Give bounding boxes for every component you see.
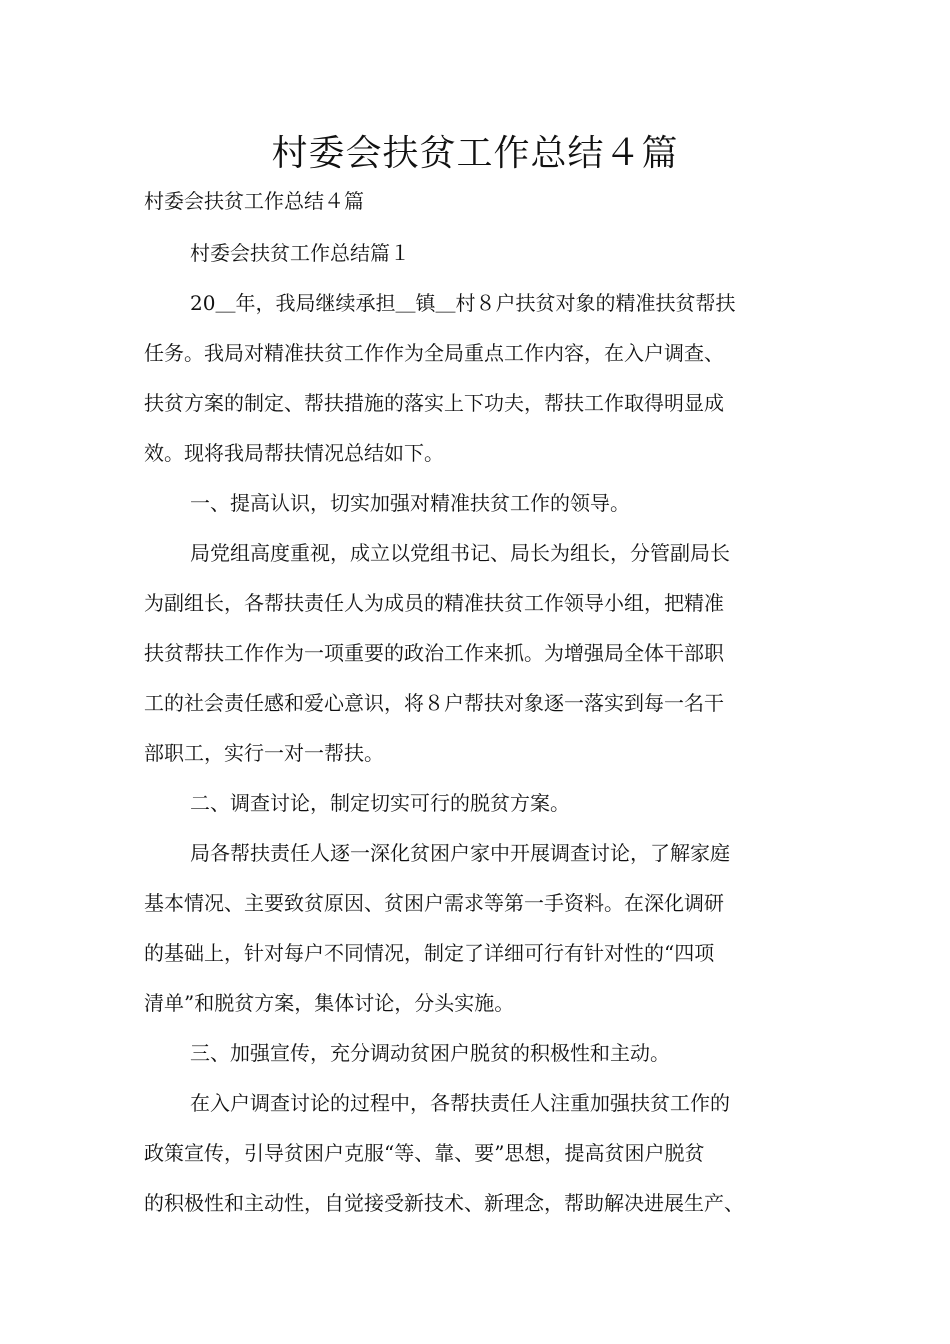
- paragraph-line: 工的社会责任感和爱心意识，将８户帮扶对象逐一落实到每一名干: [144, 691, 724, 715]
- paragraph-line: 的基础上，针对每户不同情况，制定了详细可行有针对性的“四项: [144, 941, 715, 965]
- document-body: [144, 228, 812, 1228]
- document-subtitle: 村委会扶贫工作总结４篇: [144, 189, 364, 213]
- paragraph-line: 局党组高度重视，成立以党组书记、局长为组长，分管副局长: [190, 541, 730, 565]
- paragraph-line: 为副组长，各帮扶责任人为成员的精准扶贫工作领导小组，把精准: [144, 591, 724, 615]
- paragraph-line: 扶贫方案的制定、帮扶措施的落实上下功夫，帮扶工作取得明显成: [144, 391, 724, 415]
- paragraph-line: 部职工，实行一对一帮扶。: [144, 741, 384, 765]
- section-heading: 三、加强宣传，充分调动贫困户脱贫的积极性和主动。: [190, 1041, 670, 1065]
- paragraph-line: 效。现将我局帮扶情况总结如下。: [144, 441, 444, 465]
- section-heading: 村委会扶贫工作总结篇１: [190, 241, 410, 265]
- paragraph-line: 清单”和脱贫方案，集体讨论，分头实施。: [144, 991, 515, 1015]
- document-title: 村委会扶贫工作总结４篇: [271, 133, 679, 174]
- paragraph-line: 政策宣传，引导贫困户克服“等、靠、要”思想，提高贫困户脱贫: [144, 1141, 705, 1165]
- paragraph-line: 局各帮扶责任人逐一深化贫困户家中开展调查讨论，了解家庭: [190, 841, 730, 865]
- paragraph-line: 20＿年，我局继续承担＿镇＿村８户扶贫对象的精准扶贫帮扶: [190, 291, 736, 315]
- paragraph-line: 任务。我局对精准扶贫工作作为全局重点工作内容，在入户调查、: [144, 341, 724, 365]
- section-heading: 一、提高认识，切实加强对精准扶贫工作的领导。: [190, 491, 630, 515]
- paragraph-line: 扶贫帮扶工作作为一项重要的政治工作来抓。为增强局全体干部职: [144, 641, 724, 665]
- paragraph-line: 在入户调查讨论的过程中，各帮扶责任人注重加强扶贫工作的: [190, 1091, 730, 1115]
- section-heading: 二、调查讨论，制定切实可行的脱贫方案。: [190, 791, 570, 815]
- paragraph-line: 的积极性和主动性，自觉接受新技术、新理念，帮助解决进展生产、: [144, 1191, 744, 1215]
- paragraph-line: 基本情况、主要致贫原因、贫困户需求等第一手资料。在深化调研: [144, 891, 724, 915]
